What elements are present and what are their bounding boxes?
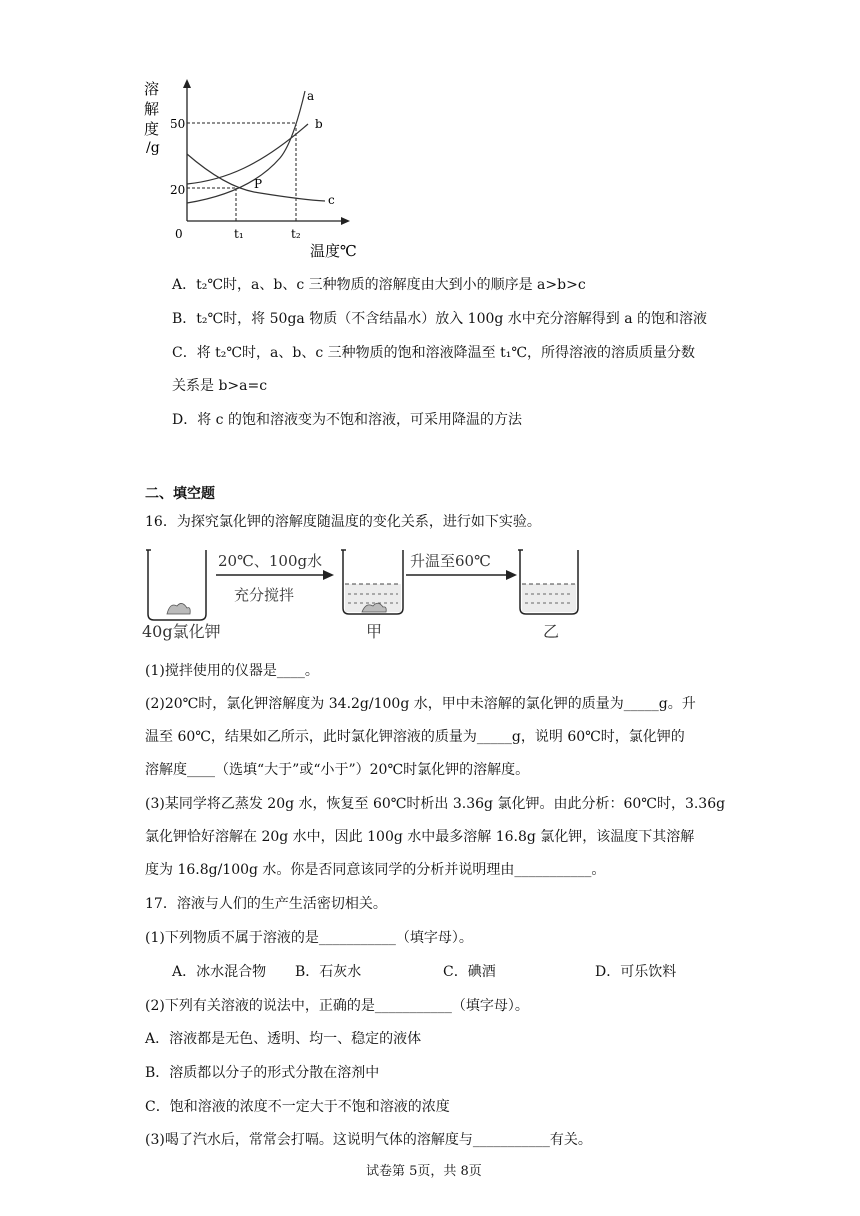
q15-option-c-line1: C．将 t₂℃时，a、b、c 三种物质的饱和溶液降温至 t₁℃，所得溶液的溶质质量分数 [172,345,696,361]
q15-option-a: A．t₂℃时，a、b、c 三种物质的溶解度由大到小的顺序是 a>b>c [172,277,586,293]
curve-b [187,124,308,184]
arrow-1-head [323,570,334,580]
q16-part2-line1: (2)20℃时，氯化钾溶解度为 34.2g/100g 水，甲中未溶解的氯化钾的质量为_____g。升 [145,696,696,712]
q17-p1-option-c: C．碘酒 [443,964,496,980]
q16-experiment-diagram [140,540,580,645]
graph-ylabel-2: 解 [144,100,160,118]
kcl-solid-1 [167,603,190,614]
graph-curve-label-a: a [307,89,315,103]
q15-option-d: D．将 c 的饱和溶液变为不饱和溶液，可采用降温的方法 [172,412,522,428]
q17-part2: (2)下列有关溶液的说法中，正确的是___________（填字母）。 [145,998,529,1014]
solubility-graph [140,76,370,266]
q17-p2-option-c: C．饱和溶液的浓度不一定大于不饱和溶液的浓度 [145,1099,450,1115]
section-title: 二、填空题 [145,486,215,502]
beaker3-label: 乙 [543,622,560,641]
curve-a [187,91,305,203]
q16-part2-line2: 温至 60℃，结果如乙所示，此时氯化钾溶液的质量为_____g，说明 60℃时，氯化钾的 [145,729,685,745]
graph-ytick-50: 50 [170,117,186,131]
arrow2-top-label: 升温至60℃ [410,552,491,570]
q17-p2-option-a: A．溶液都是无色、透明、均一、稳定的液体 [145,1031,422,1047]
graph-xtick-t2: t₂ [291,227,301,241]
graph-curve-label-b: b [315,117,323,131]
q17-p1-option-a: A．冰水混合物 [172,964,267,980]
q15-option-b: B．t₂℃时，将 50ga 物质（不含结晶水）放入 100g 水中充分溶解得到 a 的饱和溶液 [172,311,708,327]
q16-part3-line1: (3)某同学将乙蒸发 20g 水，恢复至 60℃时析出 3.36g 氯化钾。由此分析：60℃时，3.36g [145,796,726,812]
graph-point-p: P [254,177,263,191]
graph-ylabel-1: 溶 [144,80,160,98]
graph-ytick-20: 20 [170,183,186,197]
q17-p1-option-b: B．石灰水 [295,964,362,980]
q16-stem: 16．为探究氯化钾的溶解度随温度的变化关系，进行如下实验。 [145,514,541,530]
graph-origin: 0 [175,227,183,241]
q17-stem: 17．溶液与人们的生产生活密切相关。 [145,896,387,912]
arrow-2-head [506,570,517,580]
graph-ylabel-4: /g [146,140,160,156]
q17-p1-option-d: D．可乐饮料 [595,964,677,980]
page-footer: 试卷第 5页，共 8页 [366,1164,482,1179]
solution-3 [522,584,576,612]
q16-part3-line2: 氯化钾恰好溶解在 20g 水中，因此 100g 水中最多溶解 16.8g 氯化钾，该温度下其溶解 [145,829,695,845]
graph-ylabel-3: 度 [144,120,160,138]
q16-part3-line3: 度为 16.8g/100g 水。你是否同意该同学的分析并说明理由___________。 [145,862,606,878]
graph-y-arrow [183,79,191,88]
q17-p2-option-b: B．溶质都以分子的形式分散在溶剂中 [145,1065,380,1081]
arrow1-bottom-label: 充分搅拌 [234,586,295,604]
q17-part3: (3)喝了汽水后，常常会打嗝。这说明气体的溶解度与___________有关。 [145,1132,592,1148]
start-label: 40g氯化钾 [142,622,221,641]
graph-xtick-t1: t₁ [234,227,244,241]
q17-part1: (1)下列物质不属于溶液的是___________（填字母）。 [145,930,473,946]
graph-x-arrow [341,217,350,225]
q16-part1: (1)搅拌使用的仪器是____。 [145,663,319,679]
graph-xlabel: 温度℃ [310,242,357,260]
arrow1-top-label: 20℃、100g水 [218,552,323,570]
graph-curve-label-c: c [328,193,335,207]
q16-part2-line3: 溶解度____（选填“大于”或“小于”）20℃时氯化钾的溶解度。 [145,762,530,778]
q15-option-c-line2: 关系是 b>a=c [172,378,268,394]
beaker2-label: 甲 [366,622,383,641]
